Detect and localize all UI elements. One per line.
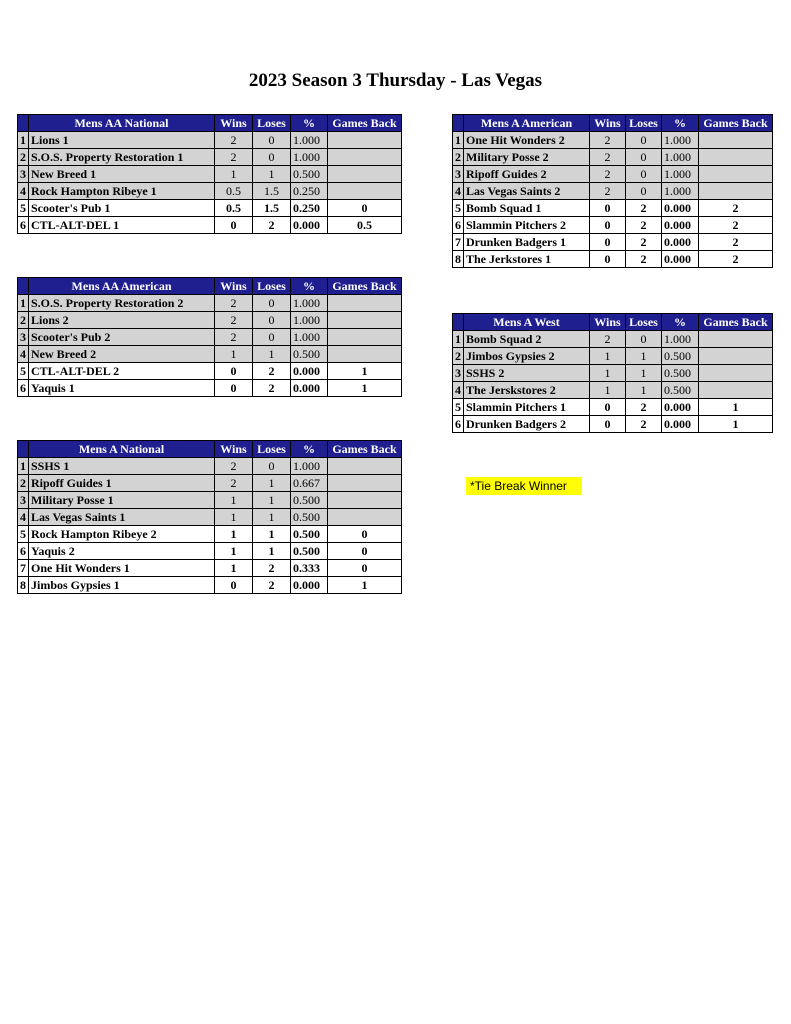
team-name-cell: Lions 2 <box>29 312 215 329</box>
loses-cell: 2 <box>253 560 291 577</box>
loses-cell: 0 <box>253 295 291 312</box>
team-name-cell: Lions 1 <box>29 132 215 149</box>
rank-cell: 6 <box>18 380 29 397</box>
games-back-cell <box>328 475 402 492</box>
wins-header: Wins <box>215 441 253 458</box>
loses-cell: 0 <box>626 331 662 348</box>
pct-cell: 0.250 <box>291 183 328 200</box>
wins-cell: 2 <box>215 295 253 312</box>
table-row <box>18 458 402 475</box>
wins-cell: 0 <box>590 217 626 234</box>
table-row <box>18 149 402 166</box>
division-header: Mens A National <box>29 441 215 458</box>
table-row <box>18 217 402 234</box>
table-row <box>453 149 773 166</box>
rank-cell: 4 <box>453 382 464 399</box>
standings-table-a-national <box>17 440 402 594</box>
wins-cell: 1 <box>590 365 626 382</box>
loses-cell: 1 <box>253 509 291 526</box>
team-name-cell: The Jerskstores 2 <box>464 382 590 399</box>
team-name-cell: S.O.S. Property Restoration 1 <box>29 149 215 166</box>
team-name-cell: Rock Hampton Ribeye 1 <box>29 183 215 200</box>
rank-cell: 8 <box>453 251 464 268</box>
pct-header: % <box>291 441 328 458</box>
table-row <box>18 526 402 543</box>
table-row <box>453 348 773 365</box>
pct-cell: 0.500 <box>291 346 328 363</box>
games-back-cell: 0.5 <box>328 217 402 234</box>
pct-cell: 1.000 <box>291 295 328 312</box>
games-back-cell: 1 <box>328 363 402 380</box>
team-name-cell: Ripoff Guides 1 <box>29 475 215 492</box>
loses-cell: 0 <box>253 149 291 166</box>
wins-cell: 1 <box>215 543 253 560</box>
games-back-cell: 2 <box>699 217 773 234</box>
team-name-cell: Scooter's Pub 1 <box>29 200 215 217</box>
pct-cell: 0.000 <box>291 577 328 594</box>
wins-cell: 1 <box>215 560 253 577</box>
team-name-cell: Jimbos Gypsies 1 <box>29 577 215 594</box>
games-back-header: Games Back <box>328 115 402 132</box>
loses-cell: 1 <box>253 492 291 509</box>
wins-cell: 0 <box>590 200 626 217</box>
wins-cell: 1 <box>215 492 253 509</box>
team-name-cell: S.O.S. Property Restoration 2 <box>29 295 215 312</box>
rank-cell: 2 <box>18 475 29 492</box>
loses-cell: 1 <box>626 348 662 365</box>
table-row <box>453 365 773 382</box>
table-row <box>453 382 773 399</box>
wins-header: Wins <box>215 278 253 295</box>
games-back-cell <box>699 382 773 399</box>
loses-cell: 2 <box>253 363 291 380</box>
table-row <box>453 132 773 149</box>
loses-cell: 0 <box>626 149 662 166</box>
table-row <box>453 399 773 416</box>
games-back-cell: 0 <box>328 200 402 217</box>
table-row <box>453 251 773 268</box>
rank-cell: 6 <box>453 217 464 234</box>
pct-cell: 0.000 <box>662 416 699 433</box>
rank-cell: 7 <box>453 234 464 251</box>
team-name-cell: Bomb Squad 1 <box>464 200 590 217</box>
table-row <box>453 234 773 251</box>
games-back-cell <box>328 329 402 346</box>
pct-cell: 1.000 <box>291 312 328 329</box>
games-back-cell <box>328 183 402 200</box>
pct-cell: 0.500 <box>291 543 328 560</box>
team-name-cell: Scooter's Pub 2 <box>29 329 215 346</box>
wins-cell: 2 <box>590 166 626 183</box>
rank-cell: 6 <box>453 416 464 433</box>
team-name-cell: Yaquis 1 <box>29 380 215 397</box>
pct-cell: 0.250 <box>291 200 328 217</box>
table-row <box>453 217 773 234</box>
rank-cell: 4 <box>18 183 29 200</box>
wins-header: Wins <box>590 314 626 331</box>
standings-table-a-american <box>452 114 773 268</box>
rank-cell: 4 <box>18 346 29 363</box>
wins-header: Wins <box>215 115 253 132</box>
pct-header: % <box>662 314 699 331</box>
loses-cell: 0 <box>253 458 291 475</box>
rank-cell: 6 <box>18 217 29 234</box>
rank-cell: 1 <box>453 331 464 348</box>
rank-cell: 1 <box>18 295 29 312</box>
wins-cell: 0.5 <box>215 200 253 217</box>
standings-table-a-west <box>452 313 773 433</box>
games-back-cell: 0 <box>328 543 402 560</box>
wins-cell: 2 <box>590 331 626 348</box>
loses-cell: 0 <box>253 312 291 329</box>
table-row <box>18 329 402 346</box>
games-back-header: Games Back <box>699 115 773 132</box>
pct-cell: 0.000 <box>291 380 328 397</box>
games-back-cell <box>328 166 402 183</box>
rank-cell: 2 <box>453 149 464 166</box>
wins-cell: 0 <box>215 363 253 380</box>
loses-cell: 1.5 <box>253 200 291 217</box>
rank-header <box>18 115 29 132</box>
table-row <box>18 132 402 149</box>
table-row <box>18 183 402 200</box>
table-row <box>18 475 402 492</box>
wins-cell: 2 <box>215 329 253 346</box>
games-back-cell <box>328 149 402 166</box>
pct-cell: 0.000 <box>662 251 699 268</box>
loses-cell: 0 <box>626 166 662 183</box>
table-row <box>18 560 402 577</box>
team-name-cell: Drunken Badgers 1 <box>464 234 590 251</box>
rank-cell: 3 <box>18 166 29 183</box>
loses-cell: 1 <box>253 346 291 363</box>
pct-cell: 0.500 <box>291 509 328 526</box>
pct-cell: 1.000 <box>291 149 328 166</box>
rank-cell: 6 <box>18 543 29 560</box>
pct-cell: 0.333 <box>291 560 328 577</box>
loses-cell: 0 <box>253 329 291 346</box>
loses-cell: 2 <box>626 234 662 251</box>
table-row <box>18 200 402 217</box>
games-back-cell <box>699 166 773 183</box>
team-name-cell: Las Vegas Saints 2 <box>464 183 590 200</box>
games-back-cell: 0 <box>328 560 402 577</box>
team-name-cell: Drunken Badgers 2 <box>464 416 590 433</box>
wins-cell: 0 <box>215 577 253 594</box>
team-name-cell: SSHS 1 <box>29 458 215 475</box>
table-row <box>453 166 773 183</box>
table-row <box>18 492 402 509</box>
table-row <box>18 346 402 363</box>
standings-table-aa-american <box>17 277 402 397</box>
table-row <box>18 380 402 397</box>
table-row <box>18 166 402 183</box>
team-name-cell: SSHS 2 <box>464 365 590 382</box>
loses-cell: 1 <box>253 543 291 560</box>
games-back-cell <box>328 295 402 312</box>
loses-cell: 1 <box>626 365 662 382</box>
games-back-cell: 1 <box>328 577 402 594</box>
pct-cell: 1.000 <box>662 166 699 183</box>
wins-cell: 0.5 <box>215 183 253 200</box>
wins-cell: 2 <box>215 312 253 329</box>
games-back-cell: 1 <box>699 416 773 433</box>
rank-cell: 5 <box>18 363 29 380</box>
division-header: Mens A American <box>464 115 590 132</box>
pct-cell: 0.000 <box>662 217 699 234</box>
pct-cell: 0.500 <box>662 365 699 382</box>
pct-cell: 1.000 <box>291 132 328 149</box>
wins-header: Wins <box>590 115 626 132</box>
division-header: Mens A West <box>464 314 590 331</box>
pct-cell: 0.500 <box>291 526 328 543</box>
table-row <box>18 577 402 594</box>
pct-cell: 0.000 <box>662 200 699 217</box>
wins-cell: 2 <box>215 132 253 149</box>
loses-header: Loses <box>253 278 291 295</box>
team-name-cell: CTL-ALT-DEL 1 <box>29 217 215 234</box>
table-row <box>18 543 402 560</box>
table-row <box>453 416 773 433</box>
wins-cell: 1 <box>215 509 253 526</box>
pct-cell: 0.500 <box>662 382 699 399</box>
loses-cell: 2 <box>626 399 662 416</box>
games-back-cell: 1 <box>699 399 773 416</box>
pct-cell: 1.000 <box>291 458 328 475</box>
games-back-cell <box>328 132 402 149</box>
wins-cell: 0 <box>215 380 253 397</box>
wins-cell: 0 <box>590 399 626 416</box>
games-back-cell <box>328 346 402 363</box>
loses-header: Loses <box>626 115 662 132</box>
team-name-cell: One Hit Wonders 1 <box>29 560 215 577</box>
games-back-cell <box>328 312 402 329</box>
rank-cell: 1 <box>18 458 29 475</box>
pct-cell: 1.000 <box>662 331 699 348</box>
team-name-cell: Military Posse 2 <box>464 149 590 166</box>
rank-cell: 8 <box>18 577 29 594</box>
loses-cell: 2 <box>253 577 291 594</box>
rank-header <box>453 115 464 132</box>
pct-cell: 1.000 <box>662 149 699 166</box>
wins-cell: 1 <box>590 348 626 365</box>
rank-cell: 2 <box>453 348 464 365</box>
table-row <box>18 295 402 312</box>
games-back-cell <box>699 149 773 166</box>
pct-header: % <box>291 278 328 295</box>
page-title: 2023 Season 3 Thursday - Las Vegas <box>248 70 543 91</box>
pct-cell: 1.000 <box>662 132 699 149</box>
wins-cell: 1 <box>590 382 626 399</box>
rank-cell: 3 <box>453 166 464 183</box>
loses-cell: 0 <box>626 183 662 200</box>
rank-cell: 1 <box>453 132 464 149</box>
games-back-header: Games Back <box>328 278 402 295</box>
team-name-cell: Bomb Squad 2 <box>464 331 590 348</box>
pct-cell: 0.000 <box>662 234 699 251</box>
team-name-cell: Ripoff Guides 2 <box>464 166 590 183</box>
loses-cell: 0 <box>253 132 291 149</box>
games-back-cell <box>699 365 773 382</box>
loses-cell: 2 <box>626 217 662 234</box>
team-name-cell: Military Posse 1 <box>29 492 215 509</box>
loses-cell: 1 <box>626 382 662 399</box>
games-back-cell: 2 <box>699 234 773 251</box>
wins-cell: 2 <box>215 458 253 475</box>
pct-cell: 0.500 <box>291 166 328 183</box>
rank-cell: 5 <box>453 200 464 217</box>
games-back-cell <box>699 132 773 149</box>
pct-header: % <box>662 115 699 132</box>
loses-cell: 1 <box>253 166 291 183</box>
games-back-cell <box>699 348 773 365</box>
table-row <box>18 312 402 329</box>
rank-cell: 5 <box>453 399 464 416</box>
wins-cell: 2 <box>215 149 253 166</box>
wins-cell: 0 <box>590 251 626 268</box>
division-header: Mens AA National <box>29 115 215 132</box>
rank-cell: 4 <box>453 183 464 200</box>
rank-cell: 3 <box>18 329 29 346</box>
pct-cell: 1.000 <box>662 183 699 200</box>
pct-cell: 0.667 <box>291 475 328 492</box>
games-back-header: Games Back <box>328 441 402 458</box>
pct-header: % <box>291 115 328 132</box>
rank-cell: 5 <box>18 200 29 217</box>
games-back-cell: 0 <box>328 526 402 543</box>
loses-cell: 2 <box>253 380 291 397</box>
rank-header <box>18 278 29 295</box>
games-back-cell <box>699 183 773 200</box>
loses-cell: 2 <box>253 217 291 234</box>
rank-cell: 1 <box>18 132 29 149</box>
games-back-cell: 2 <box>699 200 773 217</box>
loses-cell: 1.5 <box>253 183 291 200</box>
team-name-cell: Las Vegas Saints 1 <box>29 509 215 526</box>
games-back-cell <box>328 458 402 475</box>
team-name-cell: The Jerkstores 1 <box>464 251 590 268</box>
loses-header: Loses <box>253 441 291 458</box>
rank-cell: 2 <box>18 149 29 166</box>
games-back-cell <box>699 331 773 348</box>
pct-cell: 0.000 <box>662 399 699 416</box>
rank-cell: 3 <box>453 365 464 382</box>
pct-cell: 0.000 <box>291 363 328 380</box>
table-row <box>18 509 402 526</box>
table-row <box>453 331 773 348</box>
rank-cell: 2 <box>18 312 29 329</box>
team-name-cell: One Hit Wonders 2 <box>464 132 590 149</box>
loses-header: Loses <box>253 115 291 132</box>
wins-cell: 2 <box>590 149 626 166</box>
table-row <box>453 200 773 217</box>
wins-cell: 0 <box>215 217 253 234</box>
rank-cell: 7 <box>18 560 29 577</box>
table-row <box>18 363 402 380</box>
games-back-cell <box>328 509 402 526</box>
wins-cell: 1 <box>215 166 253 183</box>
loses-header: Loses <box>626 314 662 331</box>
pct-cell: 0.000 <box>291 217 328 234</box>
rank-header <box>18 441 29 458</box>
rank-header <box>453 314 464 331</box>
wins-cell: 1 <box>215 346 253 363</box>
team-name-cell: Slammin Pitchers 1 <box>464 399 590 416</box>
team-name-cell: New Breed 1 <box>29 166 215 183</box>
loses-cell: 2 <box>626 200 662 217</box>
wins-cell: 0 <box>590 234 626 251</box>
games-back-cell: 2 <box>699 251 773 268</box>
wins-cell: 2 <box>590 132 626 149</box>
standings-table-aa-national <box>17 114 402 234</box>
loses-cell: 2 <box>626 416 662 433</box>
team-name-cell: New Breed 2 <box>29 346 215 363</box>
team-name-cell: Yaquis 2 <box>29 543 215 560</box>
team-name-cell: Jimbos Gypsies 2 <box>464 348 590 365</box>
loses-cell: 2 <box>626 251 662 268</box>
rank-cell: 3 <box>18 492 29 509</box>
games-back-cell <box>328 492 402 509</box>
wins-cell: 0 <box>590 416 626 433</box>
loses-cell: 1 <box>253 526 291 543</box>
rank-cell: 5 <box>18 526 29 543</box>
pct-cell: 1.000 <box>291 329 328 346</box>
team-name-cell: Rock Hampton Ribeye 2 <box>29 526 215 543</box>
pct-cell: 0.500 <box>662 348 699 365</box>
loses-cell: 1 <box>253 475 291 492</box>
loses-cell: 0 <box>626 132 662 149</box>
pct-cell: 0.500 <box>291 492 328 509</box>
division-header: Mens AA American <box>29 278 215 295</box>
tie-break-note: *Tie Break Winner <box>466 477 582 495</box>
wins-cell: 2 <box>590 183 626 200</box>
team-name-cell: Slammin Pitchers 2 <box>464 217 590 234</box>
team-name-cell: CTL-ALT-DEL 2 <box>29 363 215 380</box>
wins-cell: 1 <box>215 526 253 543</box>
rank-cell: 4 <box>18 509 29 526</box>
games-back-cell: 1 <box>328 380 402 397</box>
games-back-header: Games Back <box>699 314 773 331</box>
wins-cell: 2 <box>215 475 253 492</box>
table-row <box>453 183 773 200</box>
